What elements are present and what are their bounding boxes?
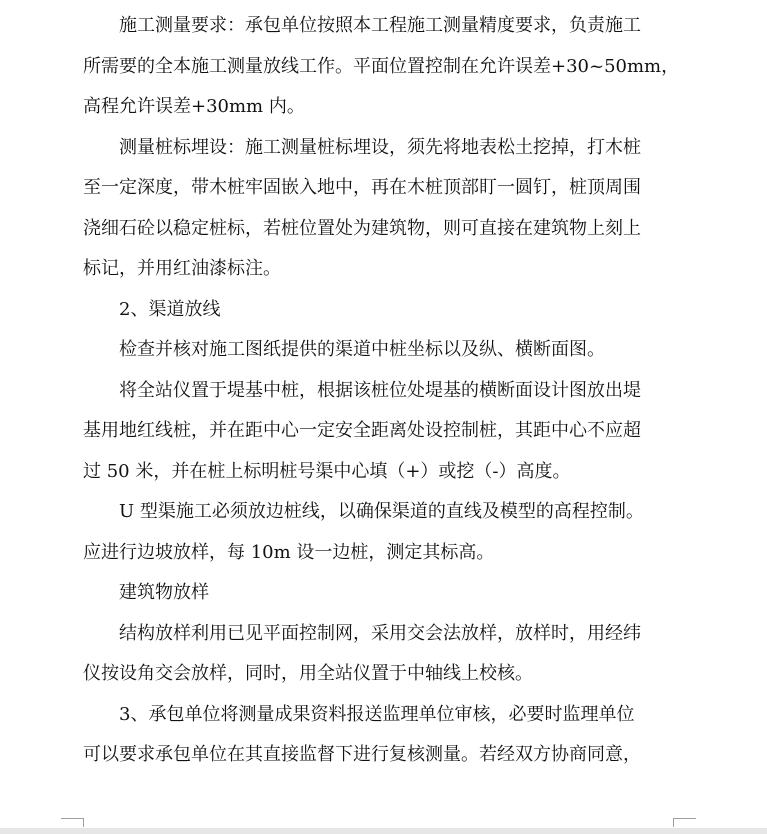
text-line: 测量桩标埋设：施工测量桩标埋设，须先将地表松土挖掉，打木桩	[119, 136, 641, 158]
text-line: 检查并核对施工图纸提供的渠道中桩坐标以及纵、横断面图。	[119, 339, 605, 360]
heading-channel-layout	[83, 290, 673, 331]
paragraph-u-channel	[83, 492, 673, 573]
text-line: 标记，并用红油漆标注。	[83, 258, 281, 279]
text-line: 2、渠道放线	[119, 298, 221, 320]
text-line: U 型渠施工必须放边桩线，以确保渠道的直线及模型的高程控制。	[119, 501, 644, 522]
paragraph-structure-layout	[83, 614, 673, 695]
document-body	[83, 6, 680, 776]
text-line: 建筑物放样	[119, 582, 209, 603]
text-line: 可以要求承包单位在其直接监督下进行复核测量。若经双方协商同意，	[83, 744, 641, 765]
text-line: 结构放样利用已见平面控制网，采用交会法放样，放样时，用经纬	[119, 622, 641, 644]
text-line: 仪按设角交会放样，同时，用全站仪置于中轴线上校核。	[83, 663, 533, 684]
paragraph-report-results	[83, 695, 673, 776]
text-line: 基用地红线桩，并在距中心一定安全距离处设控制桩，其距中心不应超	[83, 420, 641, 441]
text-line: 浇细石砼以稳定桩标，若桩位置处为建筑物，则可直接在建筑物上刻上	[83, 217, 641, 239]
heading-building-layout	[83, 573, 673, 614]
text-line: 至一定深度，带木桩牢固嵌入地中，再在木桩顶部盯一圆钉，桩顶周围	[83, 177, 641, 198]
paragraph-stake-embedding	[83, 128, 673, 290]
page-margin-corner-right	[673, 818, 696, 827]
text-line: 过 50 米，并在桩上标明桩号渠中心填（+）或挖（-）高度。	[83, 460, 571, 482]
paragraph-check-drawings	[83, 330, 673, 371]
text-line: 应进行边坡放样，每 10m 设一边桩，测定其标高。	[83, 541, 495, 563]
paragraph-total-station	[83, 371, 673, 493]
text-line: 施工测量要求：承包单位按照本工程施工测量精度要求，负责施工	[119, 15, 641, 36]
paragraph-survey-requirements	[83, 6, 680, 128]
page-break-gap	[0, 828, 767, 834]
page-margin-corner-left	[61, 818, 84, 827]
text-line: 高程允许误差+30mm 内。	[83, 96, 305, 117]
text-line: 3、承包单位将测量成果资料报送监理单位审核，必要时监理单位	[119, 703, 635, 725]
text-line: 所需要的全本施工测量放线工作。平面位置控制在允许误差+30~50mm，	[83, 55, 680, 77]
text-line: 将全站仪置于堤基中桩，根据该桩位处堤基的横断面设计图放出堤	[119, 379, 641, 401]
